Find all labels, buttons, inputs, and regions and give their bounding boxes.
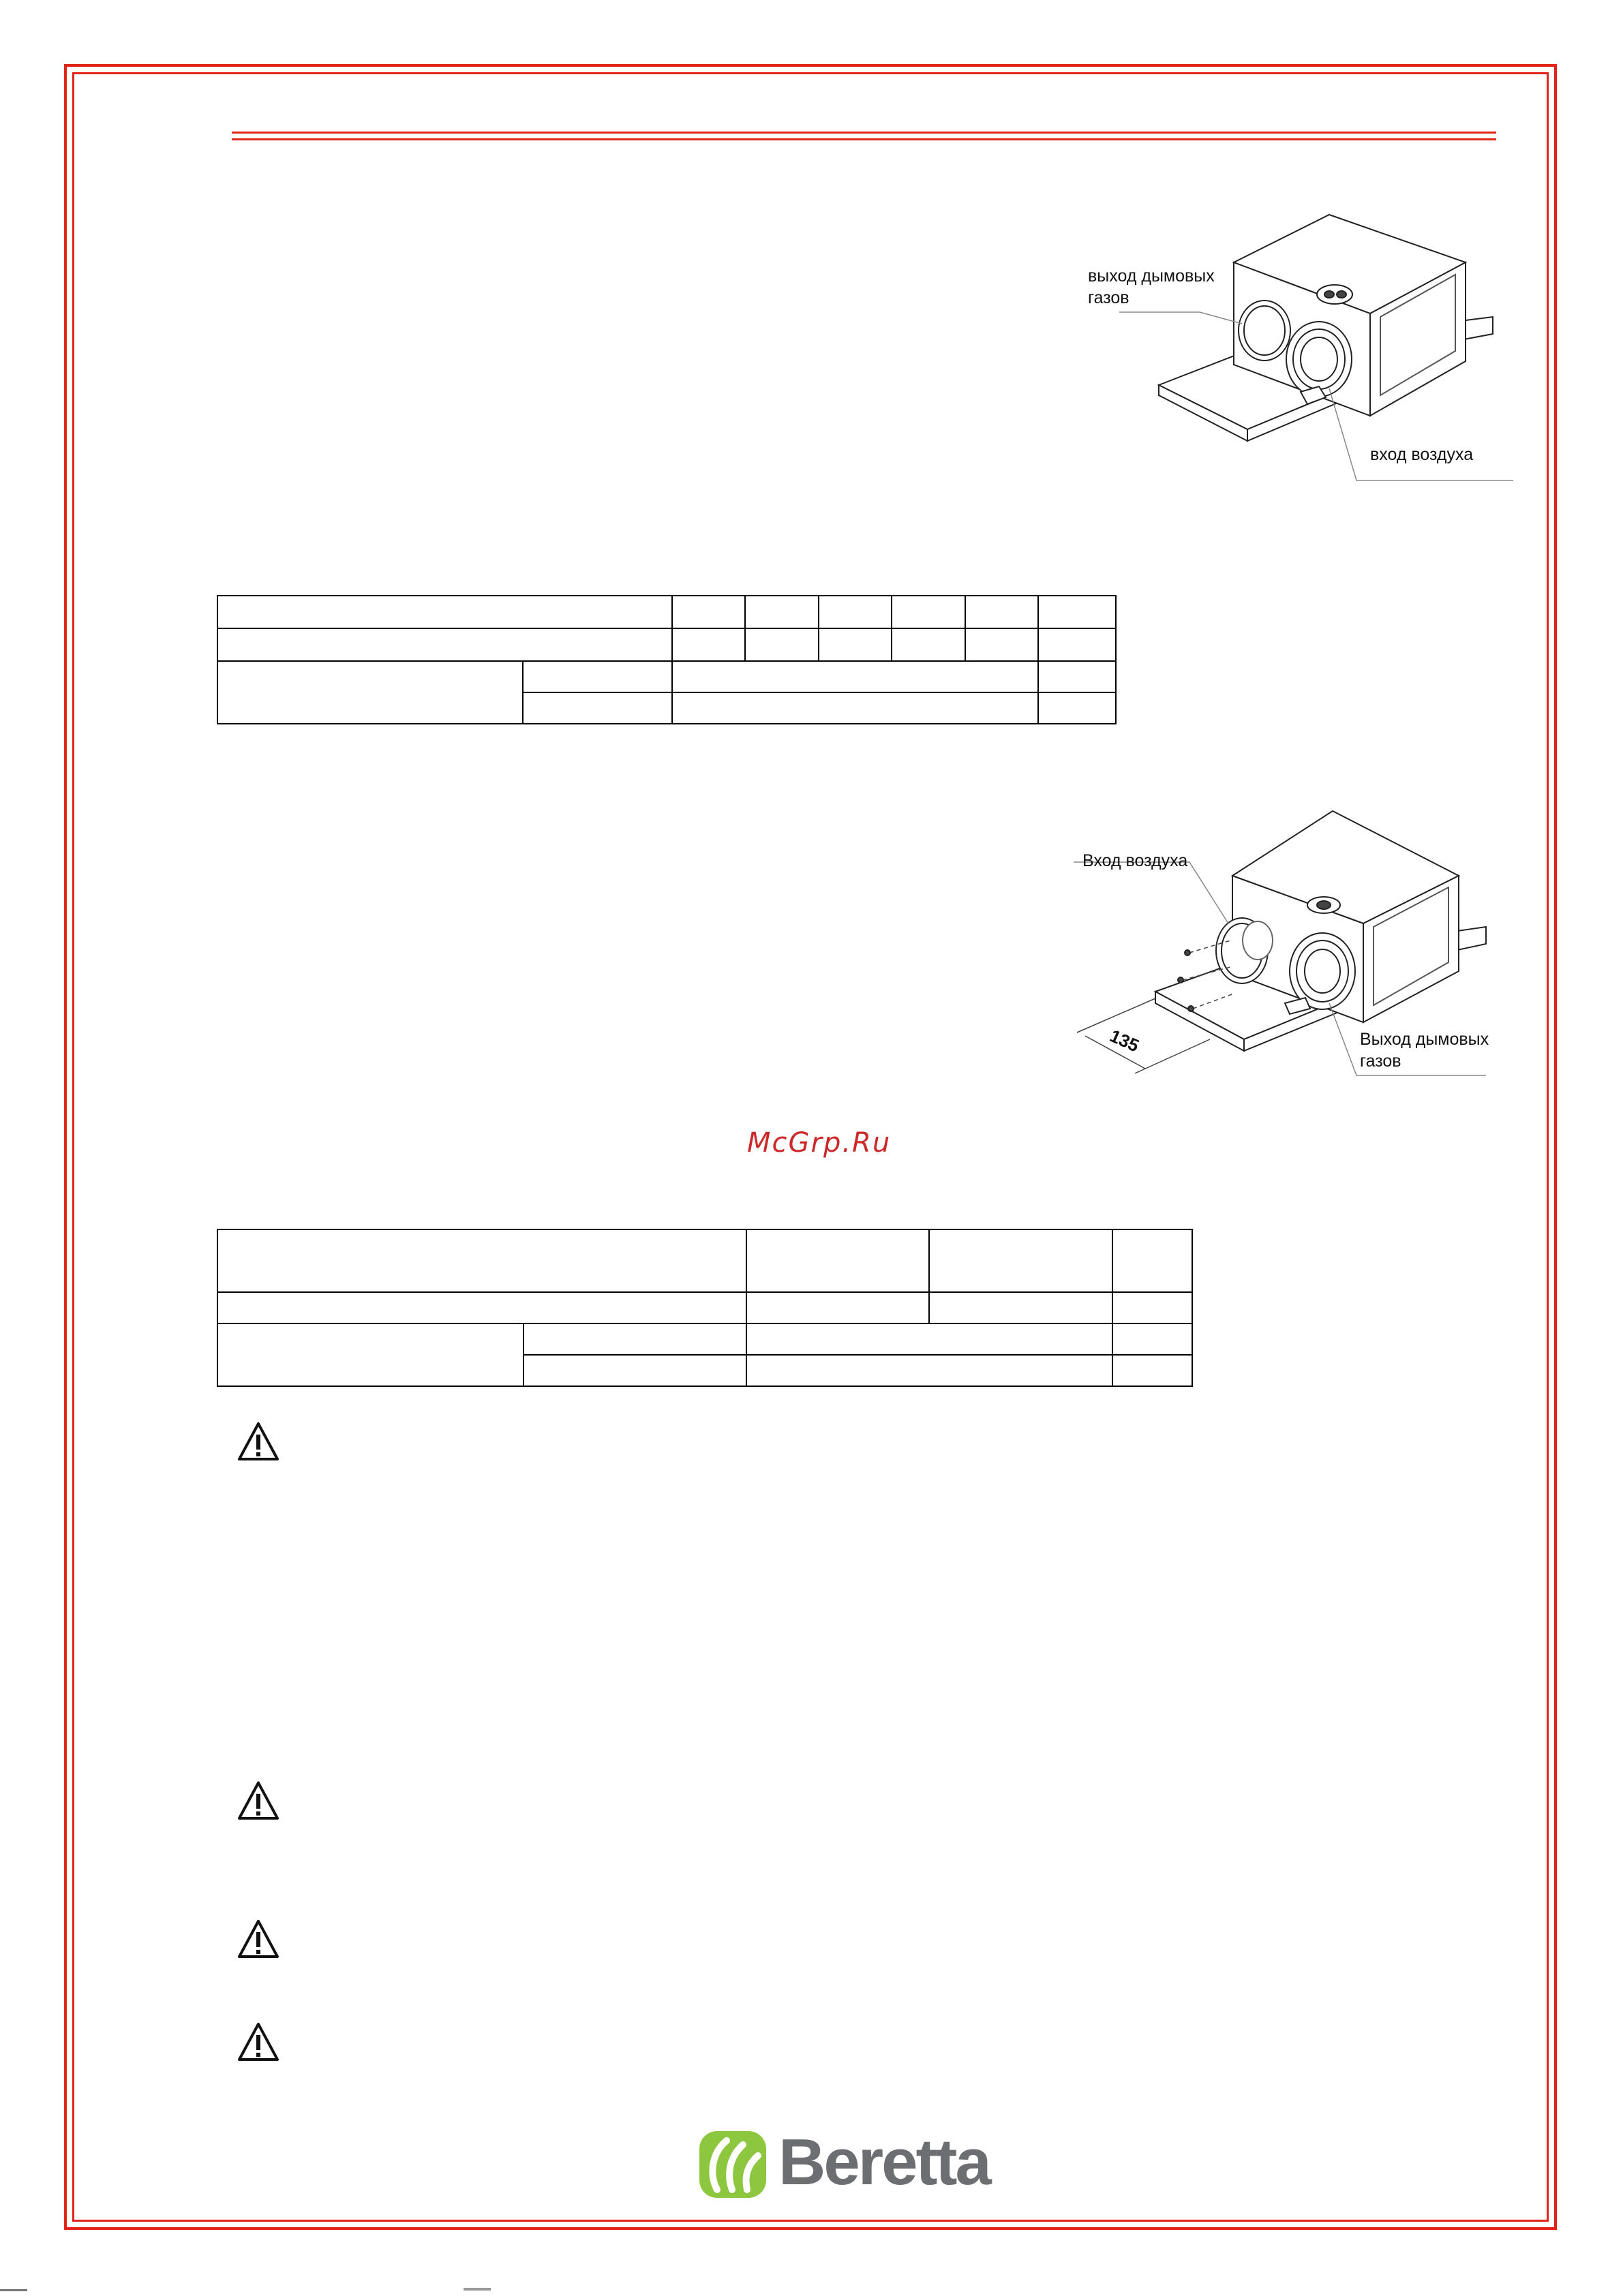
table-row — [217, 596, 1116, 628]
brand-name: Beretta — [778, 2126, 990, 2199]
table-cell — [892, 596, 965, 628]
table-cell — [1038, 596, 1116, 628]
table-cell — [672, 596, 746, 628]
table-cell — [672, 692, 1039, 724]
table-cell — [745, 628, 819, 661]
table-1 — [217, 595, 1117, 724]
table-cell — [819, 628, 892, 661]
table-cell — [672, 661, 1039, 692]
boiler-drawing-1 — [1084, 187, 1520, 487]
table-cell — [524, 1355, 746, 1386]
table-cell — [745, 596, 819, 628]
table-row — [217, 1292, 1192, 1323]
table-cell — [1112, 1355, 1192, 1386]
warning-icon — [237, 1780, 280, 1821]
table-cell — [746, 1229, 929, 1292]
header-rule — [232, 132, 1496, 134]
table-cell — [524, 1323, 746, 1355]
table-row — [217, 1323, 1192, 1355]
label-air-inlet-2: Вход воздуха — [1082, 851, 1188, 870]
table-cell — [1112, 1229, 1192, 1292]
label-flue-outlet-2: Выход дымовых — [1360, 1030, 1489, 1049]
figure-coaxial-kit — [1084, 187, 1520, 487]
table-cell — [1112, 1292, 1192, 1323]
brand-logo — [697, 2127, 990, 2202]
warning-icon — [237, 1918, 280, 1959]
table-cell — [523, 661, 672, 692]
beretta-mark-icon — [697, 2127, 772, 2202]
table-cell — [819, 596, 892, 628]
table-cell — [746, 1292, 929, 1323]
table-row — [217, 1229, 1192, 1292]
table-cell — [746, 1355, 1112, 1386]
watermark: McGrp.Ru — [747, 1127, 892, 1159]
table-cell — [217, 596, 672, 628]
table-cell — [217, 1323, 524, 1386]
table-cell — [929, 1229, 1112, 1292]
label-flue-outlet-cont: газов — [1088, 288, 1129, 307]
table-row — [217, 661, 1116, 692]
table-cell — [1112, 1323, 1192, 1355]
table-cell — [217, 1229, 746, 1292]
label-air-inlet: вход воздуха — [1370, 445, 1474, 464]
header-rule-secondary — [232, 138, 1496, 140]
table-row — [217, 628, 1116, 661]
warning-icon — [237, 2021, 280, 2062]
table-cell — [217, 1292, 746, 1323]
dimension-label: 135 — [1106, 1025, 1142, 1056]
table-2 — [217, 1229, 1193, 1387]
label-flue-outlet: выход дымовых — [1088, 266, 1215, 286]
table-cell — [746, 1323, 1112, 1355]
scan-artifact — [0, 2285, 1623, 2296]
figure-separate-kit — [1070, 804, 1506, 1090]
table-cell — [892, 628, 965, 661]
table-cell — [965, 628, 1039, 661]
table-cell — [523, 692, 672, 724]
table-cell — [672, 628, 746, 661]
table-cell — [1038, 661, 1116, 692]
table-cell — [1038, 628, 1116, 661]
table-cell — [929, 1292, 1112, 1323]
table-cell — [965, 596, 1039, 628]
table-cell — [217, 628, 672, 661]
table-cell — [1038, 692, 1116, 724]
table-cell — [217, 661, 523, 724]
label-flue-outlet-2-cont: газов — [1360, 1052, 1401, 1071]
warning-icon — [237, 1421, 280, 1462]
